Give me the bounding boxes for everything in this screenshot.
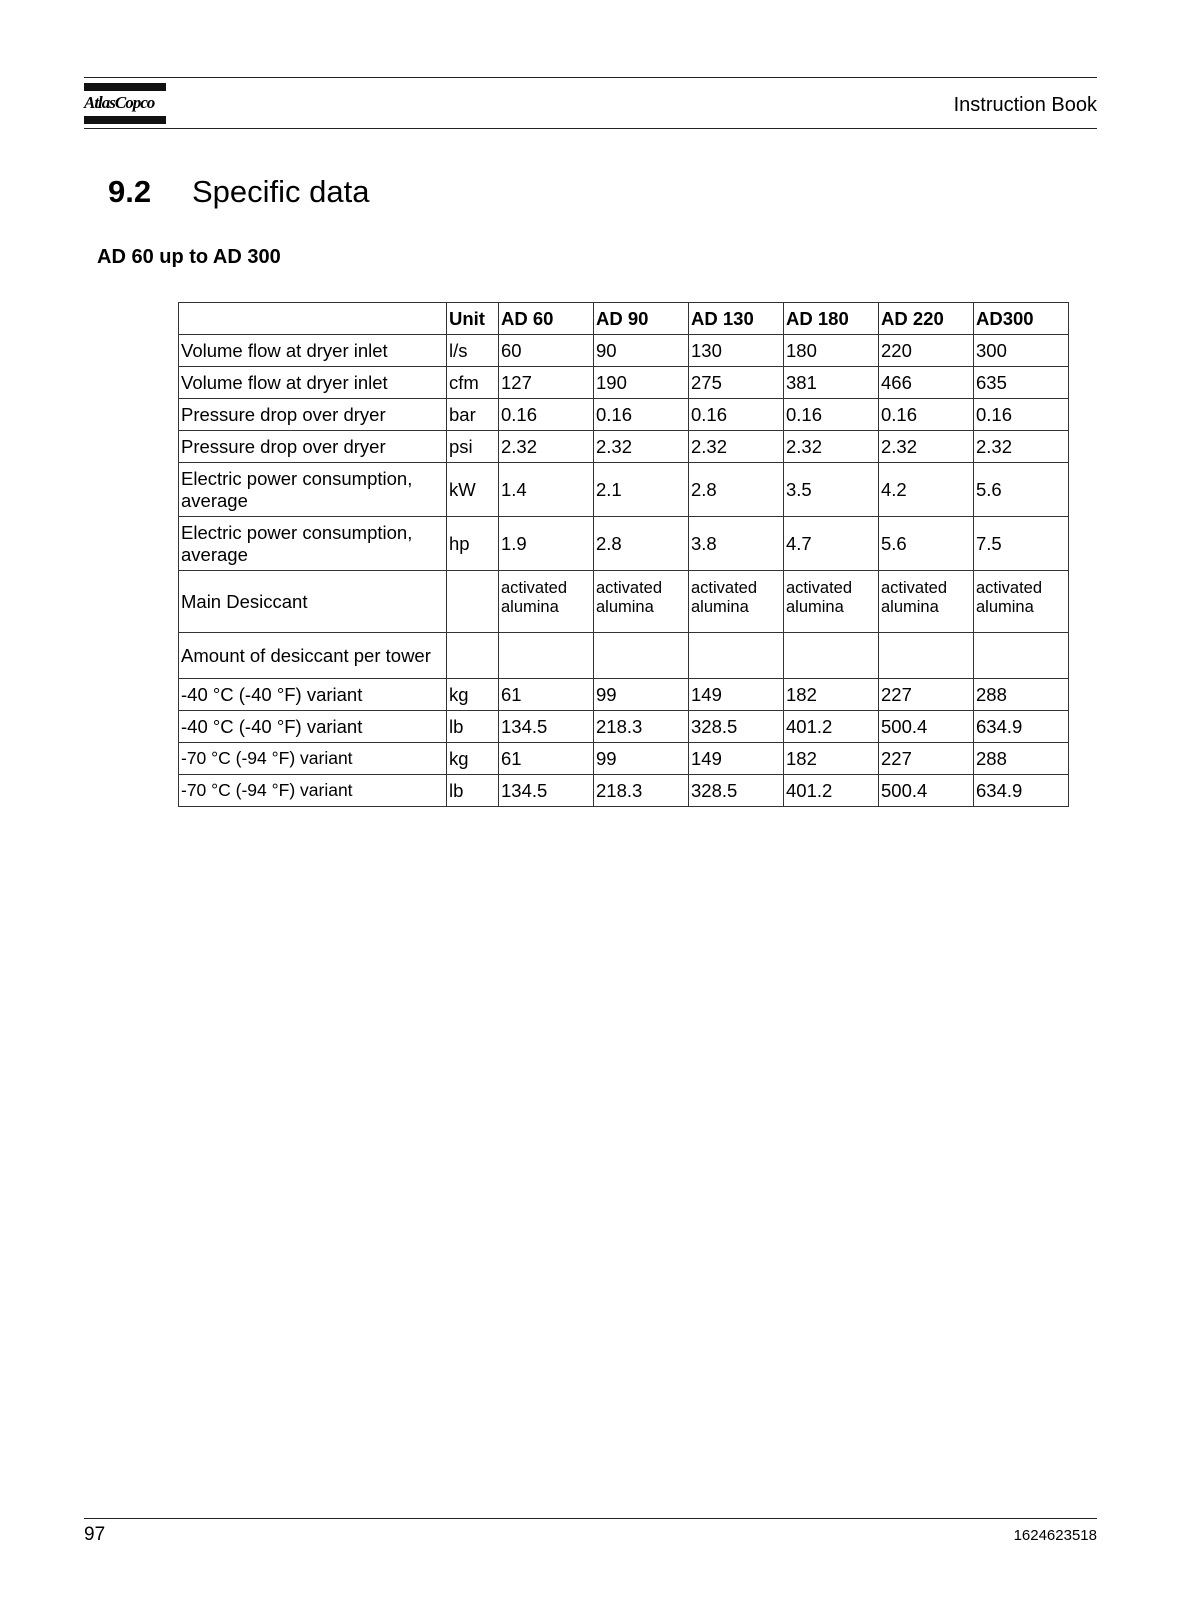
value-cell: 0.16 xyxy=(689,399,784,431)
value-cell: 90 xyxy=(594,335,689,367)
value-cell: 134.5 xyxy=(499,711,594,743)
value-cell: 2.32 xyxy=(499,431,594,463)
section-heading xyxy=(108,172,370,212)
page-number: 97 xyxy=(84,1524,106,1545)
value-cell: 275 xyxy=(689,367,784,399)
value-cell: 401.2 xyxy=(784,711,879,743)
header-title: Instruction Book xyxy=(953,94,1097,116)
specific-data-table xyxy=(178,302,1069,807)
value-cell: 0.16 xyxy=(879,399,974,431)
value-cell: 381 xyxy=(784,367,879,399)
table-row xyxy=(179,711,1069,743)
value-cell: 1.4 xyxy=(499,463,594,517)
header-rule-bottom xyxy=(84,128,1097,129)
value-cell: 149 xyxy=(689,679,784,711)
value-cell: 227 xyxy=(879,743,974,775)
value-cell: 61 xyxy=(499,743,594,775)
value-cell xyxy=(879,633,974,679)
table-row xyxy=(179,679,1069,711)
row-label-cell: Electric power consumption, average xyxy=(179,517,447,571)
row-label-cell: Electric power consumption, average xyxy=(179,463,447,517)
table-header-cell xyxy=(179,303,447,335)
value-cell: 288 xyxy=(974,743,1069,775)
header-rule-top xyxy=(84,77,1097,78)
value-cell: 149 xyxy=(689,743,784,775)
value-cell: activated alumina xyxy=(974,571,1069,633)
subheading: AD 60 up to AD 300 xyxy=(97,246,281,268)
value-cell: 61 xyxy=(499,679,594,711)
value-cell: 99 xyxy=(594,679,689,711)
value-cell: 3.5 xyxy=(784,463,879,517)
unit-cell xyxy=(447,571,499,633)
table-header-cell: AD 130 xyxy=(689,303,784,335)
value-cell: 2.32 xyxy=(974,431,1069,463)
unit-cell xyxy=(447,633,499,679)
value-cell: 134.5 xyxy=(499,775,594,807)
value-cell: 2.8 xyxy=(594,517,689,571)
unit-cell: kg xyxy=(447,743,499,775)
value-cell: 227 xyxy=(879,679,974,711)
value-cell: 401.2 xyxy=(784,775,879,807)
value-cell: 2.32 xyxy=(689,431,784,463)
logo-bar-bottom xyxy=(84,116,166,124)
value-cell: activated alumina xyxy=(879,571,974,633)
value-cell: 7.5 xyxy=(974,517,1069,571)
unit-cell: lb xyxy=(447,711,499,743)
value-cell: 2.32 xyxy=(784,431,879,463)
table-row xyxy=(179,743,1069,775)
value-cell: 5.6 xyxy=(879,517,974,571)
value-cell xyxy=(594,633,689,679)
value-cell: 0.16 xyxy=(499,399,594,431)
table-row xyxy=(179,775,1069,807)
value-cell: 328.5 xyxy=(689,711,784,743)
unit-cell: bar xyxy=(447,399,499,431)
table-header-cell: AD 60 xyxy=(499,303,594,335)
doc-number: 1624623518 xyxy=(1013,1527,1097,1544)
value-cell: 2.8 xyxy=(689,463,784,517)
value-cell: 4.7 xyxy=(784,517,879,571)
value-cell: 5.6 xyxy=(974,463,1069,517)
value-cell: 127 xyxy=(499,367,594,399)
value-cell: activated alumina xyxy=(594,571,689,633)
row-label-cell: -70 °C (-94 °F) variant xyxy=(179,775,447,807)
value-cell: 328.5 xyxy=(689,775,784,807)
value-cell: 0.16 xyxy=(594,399,689,431)
row-label-cell: Amount of desiccant per tower xyxy=(179,633,447,679)
table-header-cell: AD300 xyxy=(974,303,1069,335)
table-header-cell: AD 220 xyxy=(879,303,974,335)
value-cell: 500.4 xyxy=(879,775,974,807)
value-cell: 300 xyxy=(974,335,1069,367)
value-cell: 2.32 xyxy=(879,431,974,463)
unit-cell: cfm xyxy=(447,367,499,399)
table-header-cell: AD 180 xyxy=(784,303,879,335)
value-cell: 220 xyxy=(879,335,974,367)
value-cell xyxy=(689,633,784,679)
value-cell: 634.9 xyxy=(974,775,1069,807)
value-cell: 218.3 xyxy=(594,775,689,807)
value-cell: 4.2 xyxy=(879,463,974,517)
value-cell: 0.16 xyxy=(784,399,879,431)
table-row xyxy=(179,571,1069,633)
table-header-cell: AD 90 xyxy=(594,303,689,335)
value-cell: activated alumina xyxy=(499,571,594,633)
unit-cell: lb xyxy=(447,775,499,807)
value-cell: 99 xyxy=(594,743,689,775)
footer-rule xyxy=(84,1518,1097,1519)
row-label-cell: Volume flow at dryer inlet xyxy=(179,335,447,367)
unit-cell: hp xyxy=(447,517,499,571)
value-cell xyxy=(974,633,1069,679)
row-label-cell: Main Desiccant xyxy=(179,571,447,633)
unit-cell: kg xyxy=(447,679,499,711)
value-cell: 466 xyxy=(879,367,974,399)
value-cell: 635 xyxy=(974,367,1069,399)
table-header-row xyxy=(179,303,1069,335)
value-cell: 130 xyxy=(689,335,784,367)
value-cell xyxy=(499,633,594,679)
unit-cell: psi xyxy=(447,431,499,463)
unit-cell: l/s xyxy=(447,335,499,367)
table-row xyxy=(179,399,1069,431)
section-title: Specific data xyxy=(192,174,370,209)
table-row xyxy=(179,367,1069,399)
value-cell xyxy=(784,633,879,679)
unit-cell: kW xyxy=(447,463,499,517)
value-cell: 2.32 xyxy=(594,431,689,463)
value-cell: 182 xyxy=(784,679,879,711)
table-header-cell: Unit xyxy=(447,303,499,335)
value-cell: 60 xyxy=(499,335,594,367)
value-cell: activated alumina xyxy=(689,571,784,633)
value-cell: 0.16 xyxy=(974,399,1069,431)
value-cell: 182 xyxy=(784,743,879,775)
value-cell: 1.9 xyxy=(499,517,594,571)
value-cell: 3.8 xyxy=(689,517,784,571)
row-label-cell: Pressure drop over dryer xyxy=(179,399,447,431)
row-label-cell: Volume flow at dryer inlet xyxy=(179,367,447,399)
table-row xyxy=(179,463,1069,517)
row-label-cell: -40 °C (-40 °F) variant xyxy=(179,679,447,711)
value-cell: 634.9 xyxy=(974,711,1069,743)
value-cell: 2.1 xyxy=(594,463,689,517)
value-cell: 500.4 xyxy=(879,711,974,743)
table-row xyxy=(179,335,1069,367)
row-label-cell: -70 °C (-94 °F) variant xyxy=(179,743,447,775)
table-row xyxy=(179,633,1069,679)
table-row xyxy=(179,431,1069,463)
row-label-cell: Pressure drop over dryer xyxy=(179,431,447,463)
value-cell: 288 xyxy=(974,679,1069,711)
logo-bar-top xyxy=(84,83,166,91)
row-label-cell: -40 °C (-40 °F) variant xyxy=(179,711,447,743)
logo-text: AtlasCopco xyxy=(84,93,155,112)
value-cell: 180 xyxy=(784,335,879,367)
value-cell: 190 xyxy=(594,367,689,399)
table-row xyxy=(179,517,1069,571)
value-cell: activated alumina xyxy=(784,571,879,633)
value-cell: 218.3 xyxy=(594,711,689,743)
section-number: 9.2 xyxy=(108,174,152,209)
